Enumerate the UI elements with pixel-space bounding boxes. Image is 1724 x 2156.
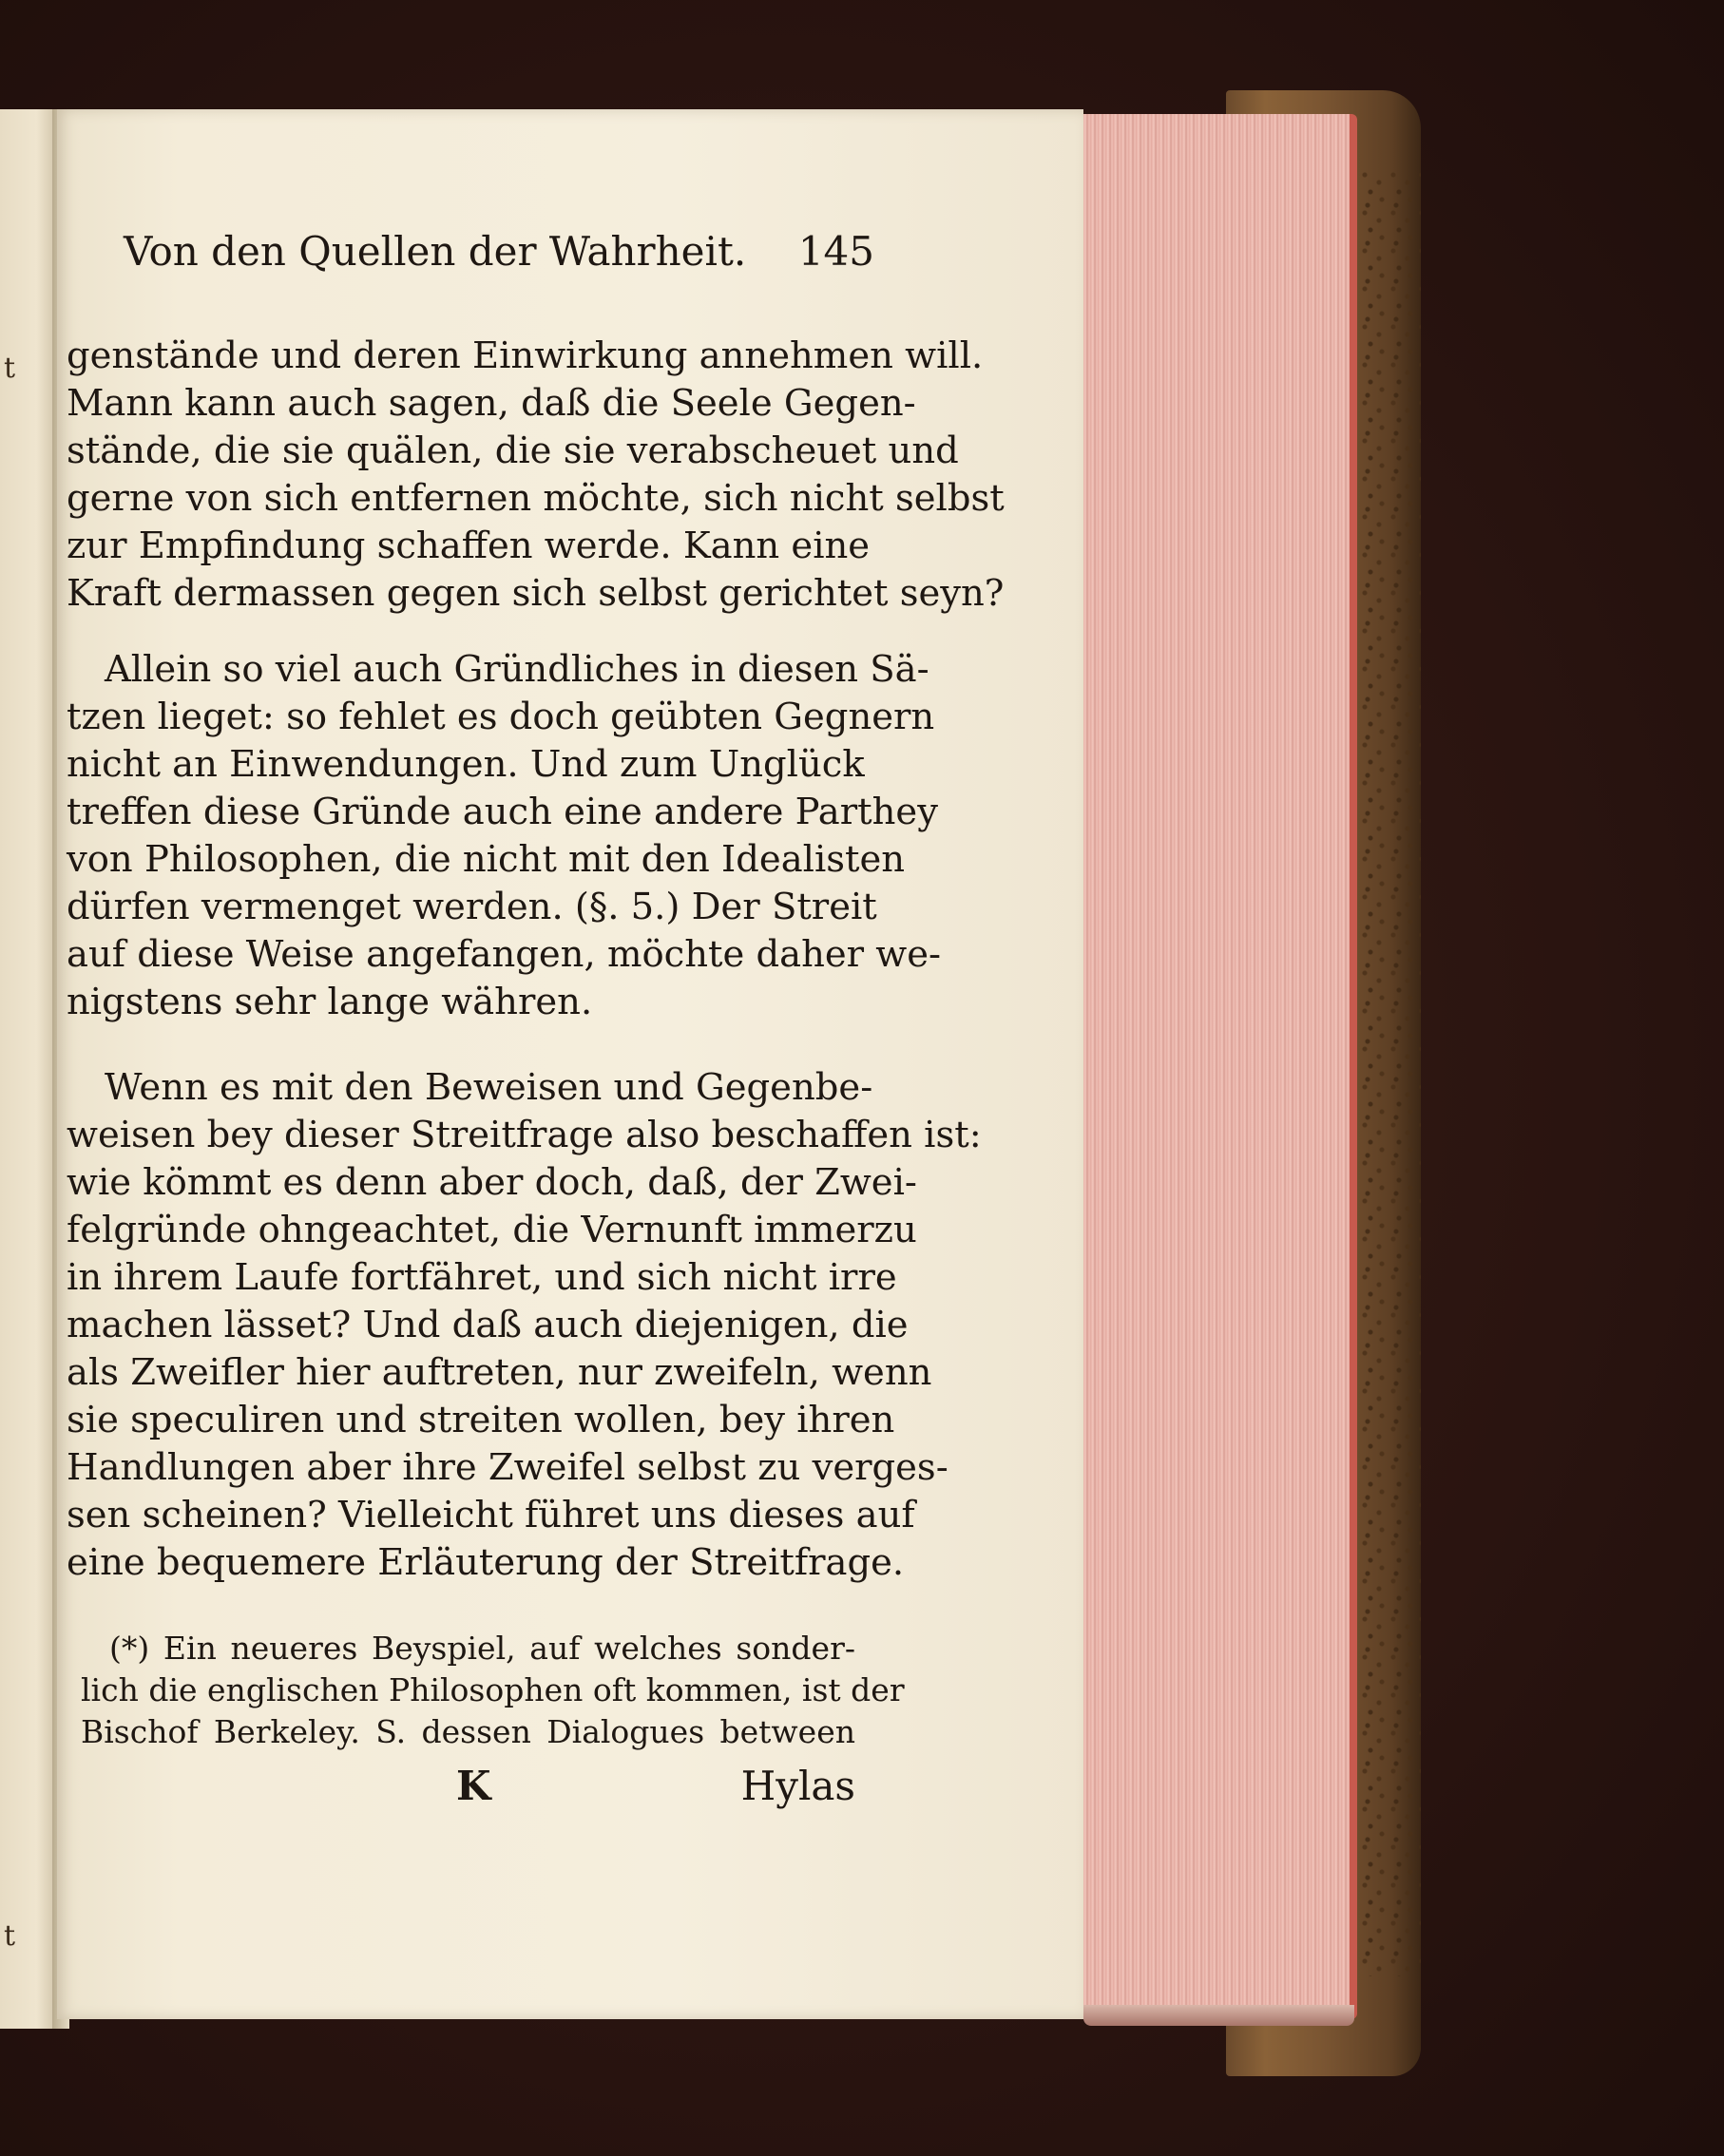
text-line: dürfen vermenget werden. (§. 5.) Der Streit: [67, 886, 877, 928]
text-line: zur Empfindung schaffen werde. Kann eine: [67, 525, 871, 567]
previous-page-sliver: [0, 109, 54, 2029]
text-line: von Philosophen, die nicht mit den Idealisten: [67, 838, 906, 881]
text-line: nigstens sehr lange währen.: [67, 981, 593, 1023]
text-line: wie kömmt es denn aber doch, daß, der Zwei-: [67, 1161, 917, 1204]
text-line: eine bequemere Erläuterung der Streitfrage.: [67, 1541, 905, 1584]
text-line: gerne von sich entfernen möchte, sich nicht selbst: [67, 477, 1005, 520]
page-foot: [456, 1763, 855, 1820]
margin-mark: t: [4, 352, 16, 385]
running-title: Von den Quellen der Wahrheit.: [124, 228, 747, 275]
footnote-line: Bischof Berkeley. S. dessen Dialogues between: [81, 1713, 855, 1750]
text-line: tzen lieget: so fehlet es doch geübten Gegnern: [67, 696, 935, 738]
signature-mark: K: [456, 1763, 491, 1809]
running-header: [124, 228, 874, 287]
text-line: sen scheinen? Vielleicht führet uns dieses auf: [67, 1494, 915, 1536]
text-line: genstände und deren Einwirkung annehmen will.: [67, 334, 984, 377]
margin-mark: t: [4, 1919, 16, 1953]
page-edges: [1083, 114, 1357, 2019]
footnote-line: lich die englischen Philosophen oft kommen, ist der: [81, 1671, 905, 1708]
page-edges-bottom: [1083, 2005, 1354, 2026]
text-line: Allein so viel auch Gründliches in diesen Sä-: [105, 648, 929, 691]
text-line: als Zweifler hier auftreten, nur zweifeln, wenn: [67, 1351, 932, 1394]
text-line: sie speculiren und streiten wollen, bey ihren: [67, 1399, 895, 1441]
text-line: felgründe ohngeachtet, die Vernunft immerzu: [67, 1209, 917, 1251]
text-line: Mann kann auch sagen, daß die Seele Gegen-: [67, 382, 916, 425]
text-line: weisen bey dieser Streitfrage also beschaffen ist:: [67, 1114, 982, 1156]
footnote-line: (*) Ein neueres Beyspiel, auf welches sonder-: [109, 1630, 855, 1667]
text-line: stände, die sie quälen, die sie verabscheuet und: [67, 429, 959, 472]
text-line: Kraft dermassen gegen sich selbst gerichtet seyn?: [67, 572, 1005, 615]
catchword: Hylas: [740, 1763, 855, 1809]
text-line: auf diese Weise angefangen, möchte daher we-: [67, 933, 942, 976]
text-line: treffen diese Gründe auch eine andere Parthey: [67, 791, 938, 833]
text-line: machen lässet? Und daß auch diejenigen, die: [67, 1304, 909, 1346]
text-line: Handlungen aber ihre Zweifel selbst zu verges-: [67, 1446, 948, 1489]
text-line: nicht an Einwendungen. Und zum Unglück: [67, 743, 865, 786]
page-number: 145: [797, 228, 874, 275]
text-line: in ihrem Laufe fortfähret, und sich nicht irre: [67, 1256, 897, 1299]
text-line: Wenn es mit den Beweisen und Gegenbe-: [105, 1066, 873, 1109]
